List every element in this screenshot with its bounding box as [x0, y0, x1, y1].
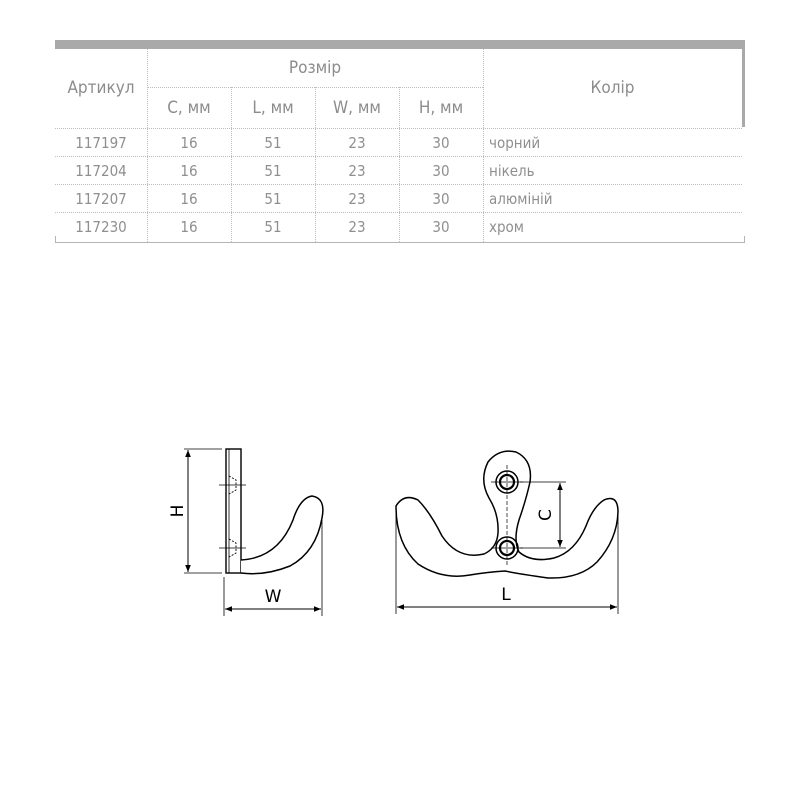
side-view	[184, 449, 323, 616]
table-row-4-color: хром	[489, 217, 524, 236]
table-row-2-c: 16	[180, 161, 198, 180]
table-row-4-article: 117230	[75, 217, 127, 236]
table-row-2-h: 30	[432, 161, 450, 180]
table-row-1-h: 30	[432, 133, 450, 152]
table-row-3-c: 16	[180, 189, 198, 208]
table-row-3-l: 51	[264, 189, 282, 208]
table-row-2-w: 23	[348, 161, 366, 180]
header-article: Артикул	[67, 78, 135, 98]
table-row-4-c: 16	[180, 217, 198, 236]
table-row-1-color: чорний	[489, 133, 541, 152]
header-l: L, мм	[252, 98, 294, 118]
header-c: C, мм	[167, 98, 211, 118]
header-color: Колір	[590, 78, 635, 98]
table-row-4-w: 23	[348, 217, 366, 236]
header-h: H, мм	[418, 98, 464, 118]
table-row-3-h: 30	[432, 189, 450, 208]
table-row-2-l: 51	[264, 161, 282, 180]
table-row-2-article: 117204	[75, 161, 127, 180]
table-row-1-w: 23	[348, 133, 366, 152]
dimension-c-label: C	[536, 509, 556, 521]
dimension-h-label: H	[168, 504, 188, 518]
table-row-1-l: 51	[264, 133, 282, 152]
dimension-l-label: L	[501, 585, 511, 605]
table-row-3-article: 117207	[75, 189, 127, 208]
table-row-3-w: 23	[348, 189, 366, 208]
table-row-1-article: 117197	[75, 133, 127, 152]
header-w: W, мм	[333, 98, 381, 118]
dimension-w-label: W	[264, 587, 282, 607]
table-row-4-l: 51	[264, 217, 282, 236]
table-row-1-c: 16	[180, 133, 198, 152]
table-row-3-color: алюміній	[489, 189, 553, 208]
header-size: Розмір	[288, 58, 342, 78]
table-row-4-h: 30	[432, 217, 450, 236]
table-row-2-color: нікель	[489, 161, 535, 180]
